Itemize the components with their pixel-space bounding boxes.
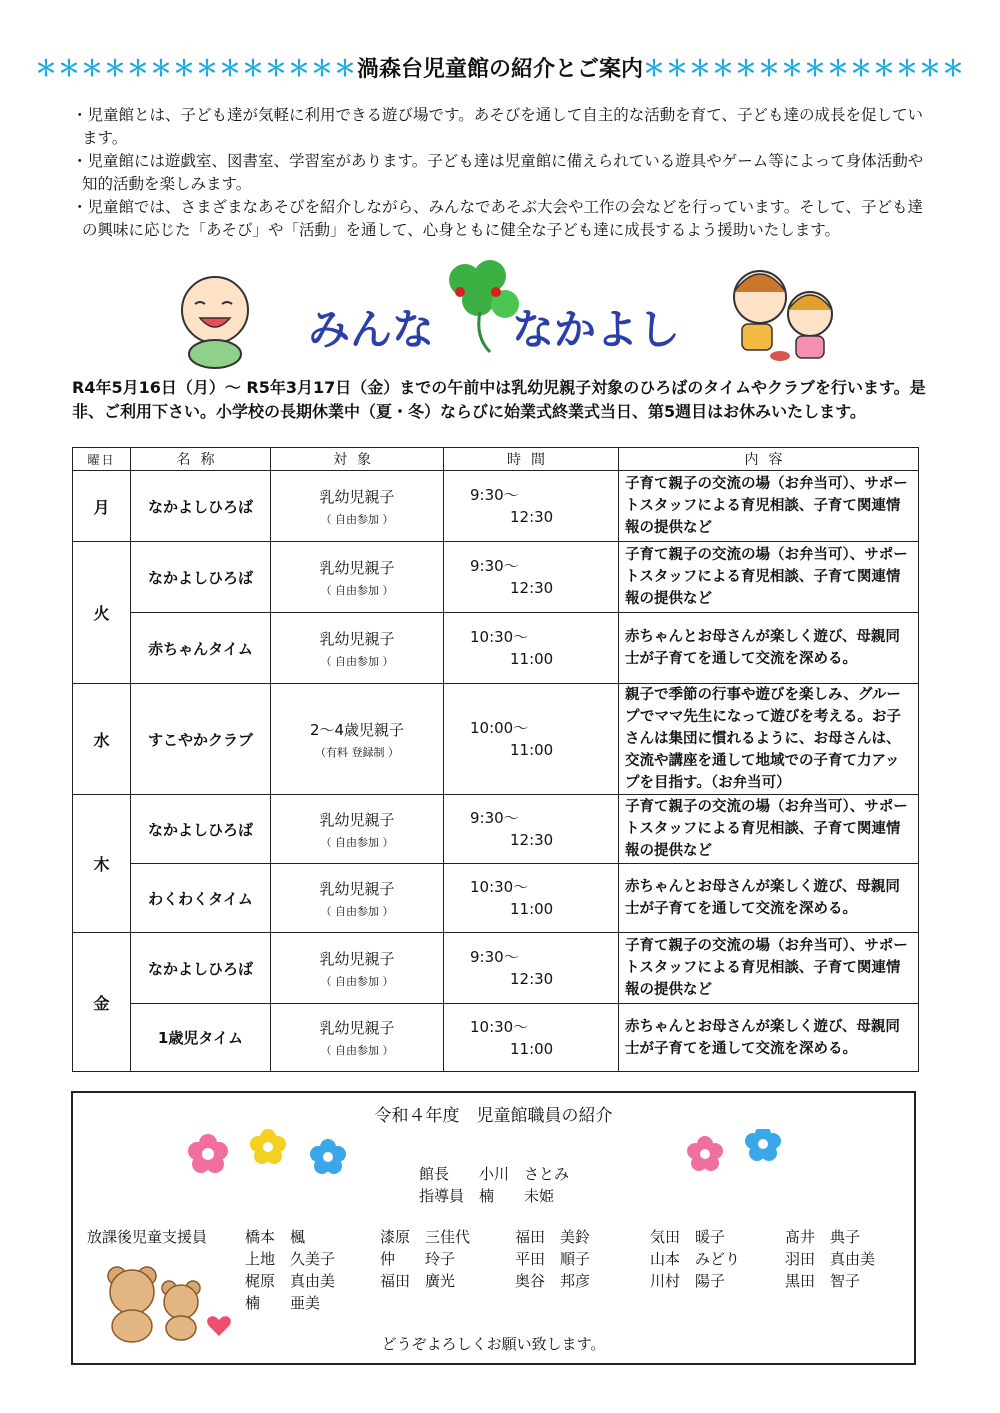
- time-cell: [444, 613, 619, 684]
- day-cell: 木: [73, 795, 131, 933]
- table-row: [73, 613, 919, 684]
- staff-member: 福田 美鈴: [515, 1228, 591, 1246]
- staff-member: 仲 玲子: [380, 1250, 456, 1268]
- target-text: 乳幼児親子: [319, 629, 395, 648]
- time-end: 11:00: [510, 900, 554, 918]
- intro-paragraph: ・児童館には遊戯室、図書室、学習室があります。子ども達は児童館に備えられている遊具やゲーム等によって身体活動や知的活動を楽しみます。: [72, 152, 924, 193]
- time-start: 10:30～: [470, 878, 529, 896]
- time-end: 12:30: [510, 579, 554, 597]
- pink-flower-icon: [188, 1134, 228, 1173]
- target-cell: [271, 795, 444, 864]
- target-cell: [271, 471, 444, 542]
- schedule-notice: R4年5月16日（月）～ R5年3月17日（金）までの午前中は乳幼児親子対象のひろばのタイムやクラブを行います。是非、ご利用下さい。小学校の長期休業中（夏・冬）ならびに始業式終業式当日、第5週目はお休みいたします。: [72, 378, 926, 421]
- intro-text: [72, 104, 934, 242]
- stars-left: ＊＊＊＊＊＊＊＊＊＊＊＊＊＊: [34, 57, 357, 82]
- day-cell: 水: [73, 684, 131, 795]
- target-text: 乳幼児親子: [319, 487, 395, 506]
- target-text: 乳幼児親子: [319, 1019, 395, 1037]
- staff-member-grid: [245, 1226, 905, 1314]
- content-cell: 子育て親子の交流の場（お弁当可）、サポートスタッフによる育児相談、子育て関連情報の提供など: [619, 542, 919, 613]
- closing-text: どうぞよろしくお願い致します。: [381, 1335, 606, 1353]
- time-end: 12:30: [510, 970, 554, 988]
- content-cell: 子育て親子の交流の場（お弁当可）、サポートスタッフによる育児相談、子育て関連情報の提供など: [619, 795, 919, 864]
- time-end: 12:30: [510, 831, 554, 849]
- target-note: （ 自由参加 ）: [320, 1044, 394, 1057]
- table-row: [73, 684, 919, 795]
- instructor-line: 指導員 楠 未姫: [419, 1187, 555, 1205]
- staff-member: 上地 久美子: [245, 1250, 336, 1268]
- program-name: なかよしひろば: [131, 795, 271, 864]
- day-cell: 金: [73, 933, 131, 1072]
- title-text: 渦森台児童館の紹介とご案内: [356, 57, 643, 82]
- schedule-table: [72, 447, 919, 1072]
- banner: [160, 252, 880, 372]
- target-text: 乳幼児親子: [319, 879, 395, 898]
- staff-title: 令和４年度 児童館職員の紹介: [374, 1106, 613, 1126]
- support-staff-label: 放課後児童支援員: [87, 1228, 208, 1246]
- time-cell: [444, 1004, 619, 1072]
- table-row: [73, 1004, 919, 1072]
- staff-member: 福田 廣光: [380, 1272, 456, 1290]
- staff-member: 気田 暖子: [650, 1228, 726, 1246]
- content-cell: 子育て親子の交流の場（お弁当可）、サポートスタッフによる育児相談、子育て関連情報の提供など: [619, 933, 919, 1004]
- time-start: 10:30～: [470, 628, 529, 646]
- day-cell: 月: [73, 471, 131, 542]
- intro-paragraph: ・児童館では、さまざまなあそびを紹介しながら、みんなであそぶ大会や工作の会などを行っています。そして、子ども達の興味に応じた「あそび」や「活動」を通して、心身ともに健全な子ども達に成長するよう援助いたします。: [72, 198, 923, 239]
- program-name: なかよしひろば: [131, 933, 271, 1004]
- time-start: 9:30～: [470, 486, 519, 504]
- time-start: 10:30～: [470, 1017, 529, 1036]
- target-cell: [271, 613, 444, 684]
- target-cell: [271, 933, 444, 1004]
- content-cell: 親子で季節の行事や遊びを楽しみ、グループでママ先生になって遊びを考える。お子さんは集団に慣れるように、お母さんは、交流や講座を通して地域での子育て力アップを目指す。（お弁当可）: [619, 684, 919, 795]
- program-name: すこやかクラブ: [131, 684, 271, 795]
- program-name: なかよしひろば: [131, 542, 271, 613]
- target-text: 乳幼児親子: [319, 558, 395, 577]
- target-note: （ 自由参加 ）: [320, 583, 394, 597]
- blue-flower-icon: [310, 1139, 346, 1174]
- target-text: 乳幼児親子: [319, 810, 395, 829]
- time-cell: [444, 542, 619, 613]
- yellow-flower-icon: [250, 1129, 286, 1164]
- content-cell: 赤ちゃんとお母さんが楽しく遊び、母親同士が子育てを通して交流を深める。: [619, 864, 919, 933]
- time-cell: [444, 795, 619, 864]
- bear-illustration: [97, 1258, 237, 1343]
- target-cell: [271, 1004, 444, 1072]
- table-row: [73, 864, 919, 933]
- header-target: 対象: [271, 448, 444, 471]
- time-start: 10:00～: [470, 719, 529, 737]
- staff-member: 梶原 真由美: [245, 1272, 336, 1290]
- content-cell: 赤ちゃんとお母さんが楽しく遊び、母親同士が子育てを通して交流を深める。: [619, 613, 919, 684]
- staff-member: 楠 亜美: [245, 1294, 321, 1312]
- target-note: （ 自由参加 ）: [320, 974, 394, 988]
- table-row: [73, 471, 919, 542]
- staff-member: 黒田 智子: [785, 1272, 861, 1290]
- target-cell: [271, 542, 444, 613]
- time-start: 9:30～: [470, 557, 519, 575]
- header-day: 曜日: [73, 448, 131, 471]
- target-text: 2～4歳児親子: [309, 720, 405, 739]
- staff-member: 髙井 典子: [785, 1228, 861, 1246]
- table-header-row: [73, 448, 919, 471]
- program-name: 赤ちゃんタイム: [131, 613, 271, 684]
- target-note: （有料 登録制 ）: [315, 745, 399, 759]
- staff-member: 奥谷 邦彦: [515, 1272, 591, 1290]
- time-cell: [444, 864, 619, 933]
- program-name: 1歳児タイム: [131, 1004, 271, 1072]
- target-note: （ 自由参加 ）: [320, 835, 394, 849]
- target-cell: [271, 684, 444, 795]
- time-end: 12:30: [510, 508, 554, 526]
- staff-box: [71, 1091, 916, 1365]
- time-end: 11:00: [510, 1039, 554, 1058]
- page-title: [0, 52, 1000, 83]
- baby-illustration: [182, 277, 248, 368]
- stars-right: ＊＊＊＊＊＊＊＊＊＊＊＊＊＊: [643, 57, 966, 82]
- staff-member: 平田 順子: [515, 1250, 591, 1268]
- staff-member: 漆原 三佳代: [380, 1228, 471, 1246]
- header-time: 時間: [444, 448, 619, 471]
- table-row: [73, 795, 919, 864]
- program-name: わくわくタイム: [131, 864, 271, 933]
- banner-left-text: みんな: [308, 305, 435, 354]
- table-row: [73, 542, 919, 613]
- staff-member: 山本 みどり: [650, 1250, 741, 1268]
- blue-flower-icon: [745, 1129, 781, 1161]
- target-text: 乳幼児親子: [319, 949, 395, 968]
- staff-member: 橋本 楓: [245, 1228, 306, 1246]
- staff-member: 羽田 真由美: [785, 1250, 876, 1268]
- day-cell: 火: [73, 542, 131, 684]
- director-line: 館長 小川 さとみ: [419, 1165, 570, 1183]
- target-note: （ 自由参加 ）: [320, 654, 394, 668]
- time-cell: [444, 684, 619, 795]
- target-cell: [271, 864, 444, 933]
- content-cell: 子育て親子の交流の場（お弁当可）、サポートスタッフによる育児相談、子育て関連情報の提供など: [619, 471, 919, 542]
- program-name: なかよしひろば: [131, 471, 271, 542]
- staff-member: 川村 陽子: [650, 1272, 726, 1290]
- clover-illustration: [449, 260, 519, 352]
- banner-right-text: なかよし: [512, 305, 681, 354]
- header-name: 名称: [131, 448, 271, 471]
- intro-paragraph: ・児童館とは、子ども達が気軽に利用できる遊び場です。あそびを通して自主的な活動を育て、子ども達の成長を促しています。: [72, 106, 923, 147]
- time-start: 9:30～: [470, 948, 519, 966]
- time-end: 11:00: [510, 650, 554, 668]
- time-cell: [444, 933, 619, 1004]
- time-cell: [444, 471, 619, 542]
- time-end: 11:00: [510, 741, 554, 759]
- pink-flower-icon: [687, 1136, 723, 1171]
- header-content: 内容: [619, 448, 919, 471]
- target-note: （ 自由参加 ）: [320, 904, 394, 918]
- girls-illustration: [734, 271, 832, 361]
- staff-leaders: [419, 1163, 569, 1207]
- target-note: （ 自由参加 ）: [320, 512, 394, 526]
- table-row: [73, 933, 919, 1004]
- time-start: 9:30～: [470, 809, 519, 827]
- content-cell: 赤ちゃんとお母さんが楽しく遊び、母親同士が子育てを通して交流を深める。: [619, 1004, 919, 1072]
